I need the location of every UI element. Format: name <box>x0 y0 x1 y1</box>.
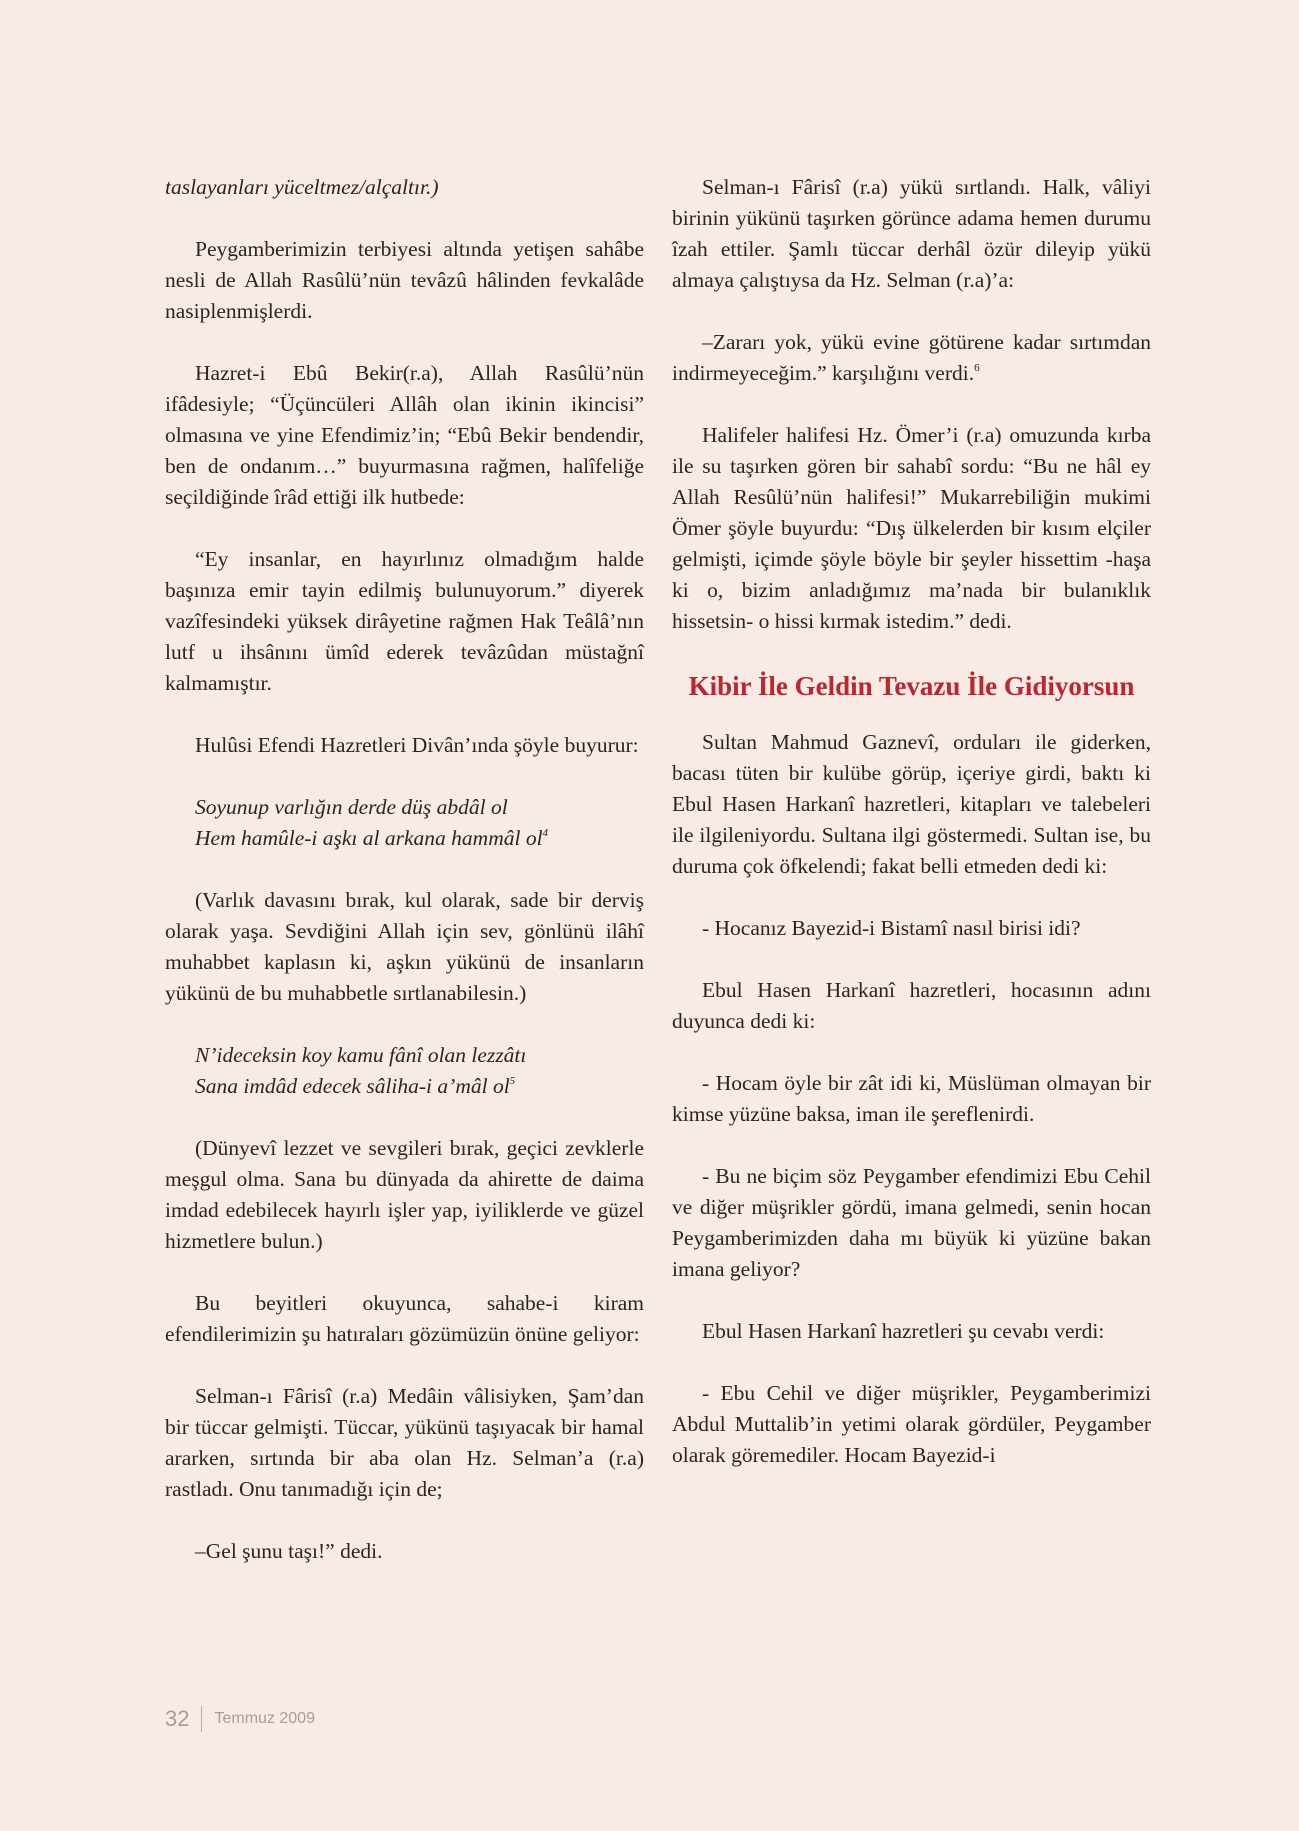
paragraph: “Ey insanlar, en hayırlınız olmadığım halde başınıza emir tayin edilmiş bulunuyorum.” diyerek vazîfesindeki yüksek dirâyetine rağmen Hak Teâlâ’nın lutf u ihsânını ümîd ederek tevâzûdan müstağnî kalmamıştır. <box>165 547 644 695</box>
issue-date: Temmuz 2009 <box>214 1710 315 1727</box>
verse-line: Sana imdâd edecek sâliha-i a’mâl $ol^5$ <box>195 1074 516 1098</box>
paragraph: - Bu ne biçim söz Peygamber efendimizi Ebu Cehil ve diğer müşrikler gördü, imana gelmedi, senin hocan Peygamberimizden daha mı büyük ki yüzüne bakan imana geliyor? <box>672 1164 1151 1281</box>
right-column <box>672 172 1151 1502</box>
footnote-ref: 4 <box>542 827 549 839</box>
paragraph: - Hocam öyle bir zât idi ki, Müslüman olmayan bir kimse yüzüne baksa, iman ile şereflenirdi. <box>672 1071 1151 1126</box>
verse-line: Hem hamûle-i aşkı al arkana hammâl $ol^4$ <box>195 826 549 850</box>
paragraph: Halifeler halifesi Hz. Ömer’i (r.a) omuzunda kırba ile su taşırken gören bir sahabî sordu: “Bu ne hâl ey Allah Resûlü’nün halifesi!” Mukarrebiliğin mukimi Ömer şöyle buyurdu: “Dış ülkelerden bir kısım elçiler gelmişti, içimde şöyle böyle bir şeyler hissettim -haşa ki o, bizim anladığımız ma’nada bir bulanıklık hissetsin- o hissi kırmak istedim.” dedi. <box>672 423 1151 633</box>
left-column <box>165 172 644 1598</box>
paragraph: –Zararı yok, yükü evine götürene kadar sırtımdan indirmeyeceğim.” karşılığını verdi.$^6$ <box>672 330 1151 385</box>
paragraph: Peygamberimizin terbiyesi altında yetişen sahâbe nesli de Allah Rasûlü’nün tevâzû hâlinden fevkalâde nasiplenmişlerdi. <box>165 237 644 323</box>
paragraph: Sultan Mahmud Gaznevî, orduları ile giderken, bacası tüten bir kulübe görüp, içeriye girdi, baktı ki Ebul Hasen Harkanî hazretleri, kitapları ve talebeleri ile ilgileniyordu. Sultana ilgi göstermedi. Sultan ise, bu duruma çok öfkelendi; fakat belli etmeden dedi ki: <box>672 730 1151 878</box>
paragraph: Bu beyitleri okuyunca, sahabe-i kiram efendilerimizin şu hatıraları gözümüzün önüne geliyor: <box>165 1291 644 1346</box>
verse-line: N’ideceksin koy kamu fânî olan lezzâtı <box>195 1043 527 1067</box>
paragraph: taslayanları yüceltmez/alçaltır.) <box>165 175 439 199</box>
paragraph: - Ebu Cehil ve diğer müşrikler, Peygamberimizi Abdul Muttalib’in yetimi olarak gördüler, Peygamber olarak göremediler. Hocam Bayezid-i <box>672 1381 1151 1467</box>
footer-divider <box>201 1706 202 1732</box>
section-heading: Kibir İle Geldin Tevazu İle Gidiyorsun <box>688 671 1135 701</box>
paragraph: Ebul Hasen Harkanî hazretleri, hocasının adını duyunca dedi ki: <box>672 978 1151 1033</box>
paragraph: (Varlık davasını bırak, kul olarak, sade bir derviş olarak yaşa. Sevdiğini Allah için sev, gönlünü ilâhî muhabbet kaplasın ki, aşkın yükünü de insanların yükünü de bu muhabbetle sırtlanabilesin.) <box>165 888 644 1005</box>
paragraph: (Dünyevî lezzet ve sevgileri bırak, geçici zevklerle meşgul olma. Sana bu dünyada da ahirette de daima imdad edebilecek hayırlı işler yap, iyiliklerde ve güzel hizmetlere bulun.) <box>165 1136 644 1253</box>
paragraph: Hazret-i Ebû Bekir(r.a), Allah Rasûlü’nün ifâdesiyle; “Üçüncüleri Allâh olan ikinin ikincisi” olmasına ve yine Efendimiz’in; “Ebû Bekir bendendir, ben de ondanım…” buyurmasına rağmen, halîfeliğe seçildiğinde îrâd ettiği ilk hutbede: <box>165 361 644 509</box>
paragraph: Selman-ı Fârisî (r.a) Medâin vâlisiyken, Şam’dan bir tüccar gelmişti. Tüccar, yükünü taşıyacak bir hamal ararken, sırtında bir aba olan Hz. Selman’a (r.a) rastladı. Onu tanımadığı için de; <box>165 1384 644 1501</box>
verse-line: Soyunup varlığın derde düş abdâl ol <box>195 795 508 819</box>
paragraph: Selman-ı Fârisî (r.a) yükü sırtlandı. Halk, vâliyi birinin yükünü taşırken görünce adama hemen durumu îzah ettiler. Şamlı tüccar derhâl özür dileyip yükü almaya çalıştıysa da Hz. Selman (r.a)’a: <box>672 175 1151 292</box>
paragraph: Ebul Hasen Harkanî hazretleri şu cevabı verdi: <box>702 1319 1105 1343</box>
paragraph: Hulûsi Efendi Hazretleri Divân’ında şöyle buyurur: <box>195 733 639 757</box>
page-number: 32 <box>165 1706 190 1731</box>
paragraph: –Gel şunu taşı!” dedi. <box>195 1539 383 1563</box>
footnote-ref: 6 <box>974 362 980 374</box>
footnote-ref: 5 <box>509 1075 516 1087</box>
paragraph: - Hocanız Bayezid-i Bistamî nasıl birisi idi? <box>702 916 1081 940</box>
page-footer <box>165 1706 315 1732</box>
